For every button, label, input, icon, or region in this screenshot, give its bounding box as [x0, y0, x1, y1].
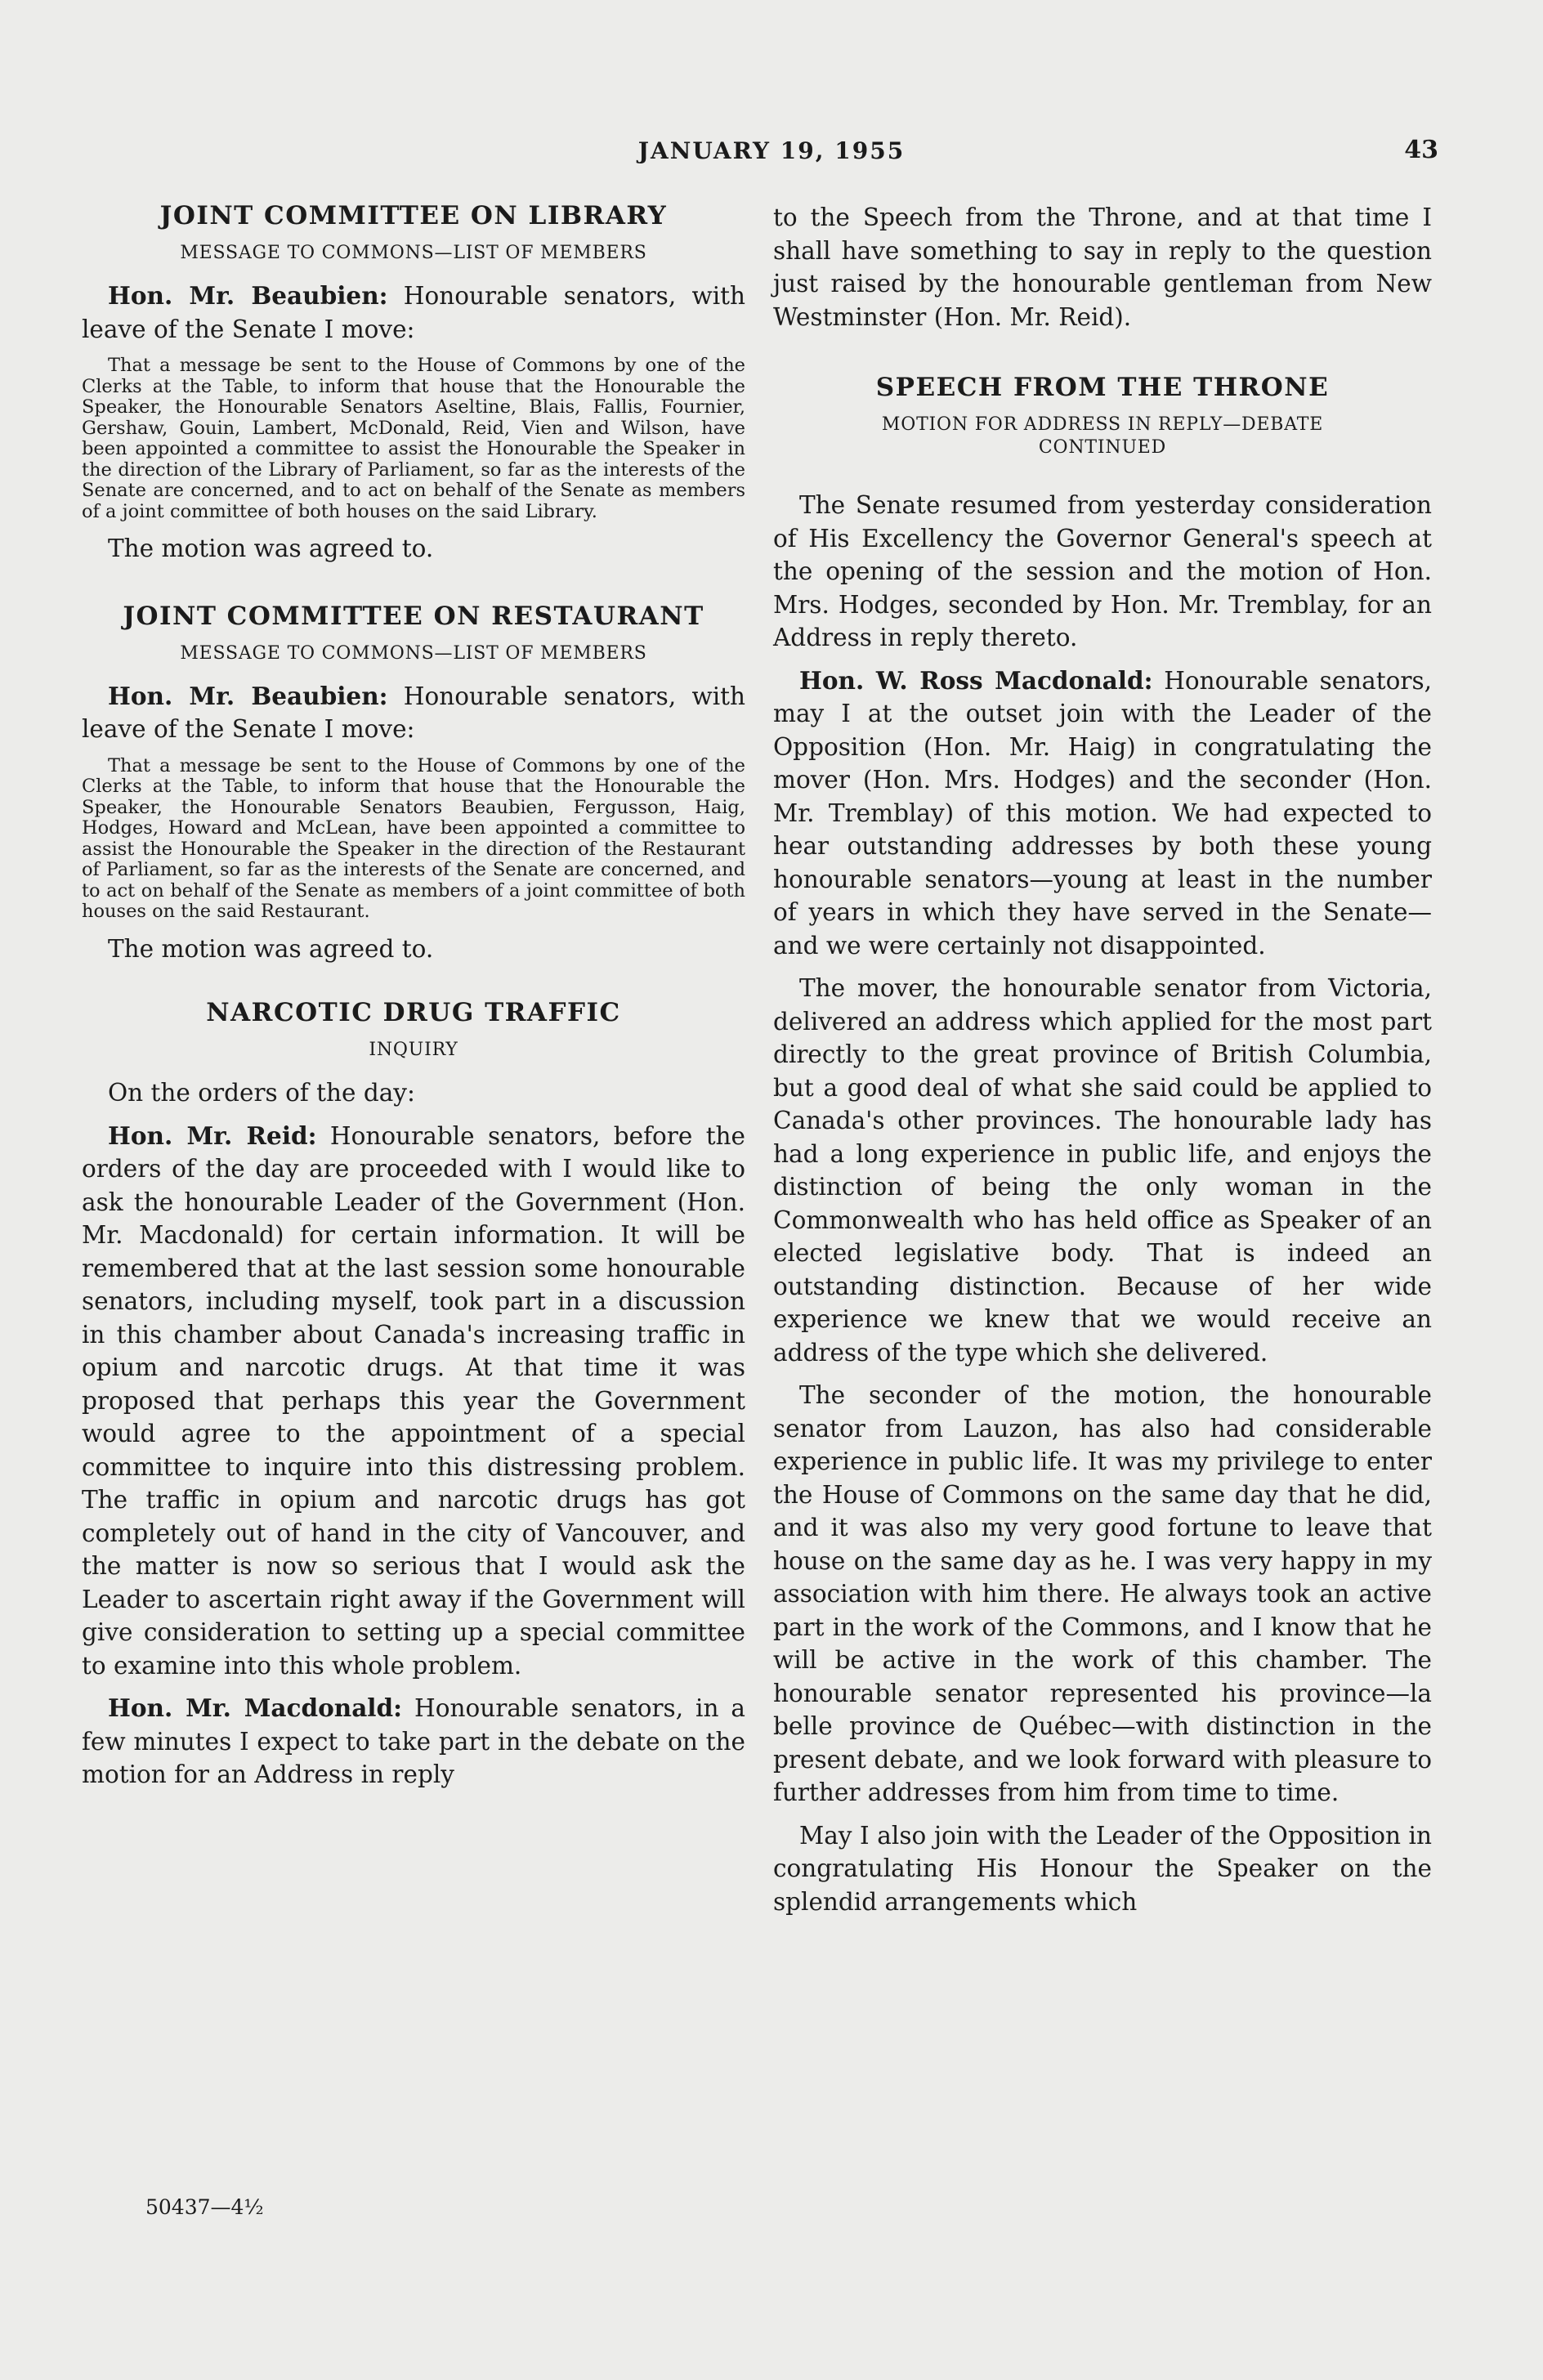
left-column: [82, 201, 745, 1801]
narcotic-subheading: INQUIRY: [369, 1040, 458, 1060]
restaurant-heading: JOINT COMMITTEE ON RESTAURANT: [123, 601, 704, 631]
library-section: [82, 201, 745, 566]
speaker-name: Hon. Mr. Beaubien:: [108, 281, 388, 310]
throne-heading: SPEECH FROM THE THRONE: [875, 373, 1330, 402]
paragraph-text: Honourable senators, before the orders of the day are proceeded with I would like to ask the honourable Leader of the Government (Hon. Mr. Macdonald) for certain information. It will be remembered that at the last session some honourable senators, including myself, took part in a discussion in this chamber about Canada's increasing traffic in opium and narcotic drugs. At that time it was proposed that perhaps this year the Government would agree to the appointment of a special committee to inquire into this distressing problem. The traffic in opium and narcotic drugs has got completely out of hand in the city of Vancouver, and the matter is now so serious that I would ask the Leader to ascertain right away if the Government will give consideration to setting up a special committee to examine into this whole problem.: [82, 1121, 746, 1680]
orders-of-the-day: On the orders of the day:: [108, 1079, 415, 1107]
reid-paragraph: [82, 1120, 745, 1683]
macdonald-paragraph: [82, 1692, 745, 1792]
speaker-name: Hon. Mr. Beaubien:: [108, 681, 388, 710]
library-motion-text: That a message be sent to the House of Commons by one of the Clerks at the Table, to inform that house that the Honourable the Speaker, the Honourable Senators Aseltine, Blais, Fallis, Fournier, Gershaw, Gouin, Lambert, McDonald, Reid, Vien and Wilson, have been appointed a committee to assist the Honourable the Speaker in the direction of the Library of Parliament, so far as the interests of the Senate are concerned, and to act on behalf of the Senate as members of a joint committee of both houses on the said Library.: [82, 355, 745, 522]
restaurant-intro-paragraph: [82, 680, 745, 746]
throne-subheading-line: MOTION FOR ADDRESS IN REPLY—DEBATE: [881, 414, 1324, 435]
right-column: [773, 201, 1432, 1928]
seconder-paragraph: The seconder of the motion, the honourable senator from Lauzon, has also had considerable experience in public life. It was my privilege to enter the House of Commons on the same day that he did, and it was also my very good fortune to leave that house on the same day as he. I was very happy in my association with him there. He always took an active part in the work of the Commons, and I know that he will be active in the work of this chamber. The honourable senator represented his province—la belle province de Québec—with distinction in the present debate, and we look forward with pleasure to further addresses from him from time to time.: [773, 1381, 1432, 1806]
print-code: 50437—4½: [145, 2195, 264, 2219]
restaurant-section: [82, 602, 745, 966]
restaurant-motion-result: The motion was agreed to.: [108, 934, 434, 963]
speaker-name: Hon. W. Ross Macdonald:: [799, 665, 1153, 695]
library-motion-result: The motion was agreed to.: [108, 535, 434, 562]
narcotic-section: [82, 998, 745, 1792]
narcotic-heading: NARCOTIC DRUG TRAFFIC: [206, 998, 621, 1027]
page-date: JANUARY 19, 1955: [637, 137, 906, 164]
senate-resumed-paragraph: The Senate resumed from yesterday consideration of His Excellency the Governor General's speech at the opening of the session and the motion of Hon. Mrs. Hodges, seconded by Hon. Mr. Tremblay, for an Address in reply thereto.: [773, 491, 1432, 651]
paragraph-text: Honourable senators, in a few minutes I expect to take part in the debate on the motion for an Address in reply: [82, 1694, 745, 1788]
restaurant-motion-text: That a message be sent to the House of Commons by one of the Clerks at the Table, to inform that house that the Honourable the Speaker, the Honourable Senators Beaubien, Fergusson, Haig, Hodges, Howard and McLean, have been appointed a committee to assist the Honourable the Speaker in the direction of the Restaurant of Parliament, so far as the interests of the Senate are concerned, and to act on behalf of the Senate as members of a joint committee of both houses on the said Restaurant.: [82, 754, 745, 922]
speaker-name: Hon. Mr. Reid:: [108, 1121, 317, 1150]
throne-subheading-line: CONTINUED: [1038, 437, 1167, 458]
paragraph-text: Honourable senators, with leave of the Senate I move:: [82, 282, 745, 343]
continuation-paragraph: to the Speech from the Throne, and at that time I shall have something to say in reply to the question just raised by the honourable gentleman from New Westminster (Hon. Mr. Reid).: [773, 204, 1432, 331]
ross-macdonald-paragraph: [773, 664, 1432, 963]
library-heading: JOINT COMMITTEE ON LIBRARY: [159, 201, 668, 230]
throne-section: [773, 373, 1432, 1918]
paragraph-text: Honourable senators, may I at the outset join with the Leader of the Opposition (Hon. Mr. Haig) in congratulating the mover (Hon. Mrs. Hodges) and the seconder (Hon. Mr. Tremblay) of this motion. We had expected to hear outstanding addresses by both these young honourable senators—young at least in the number of years in which they have served in the Senate—and we were certainly not disappointed.: [773, 666, 1432, 960]
speaker-arrangements-paragraph: May I also join with the Leader of the Opposition in congratulating His Honour the Speaker on the splendid arrangements which: [773, 1821, 1432, 1916]
mover-paragraph: The mover, the honourable senator from Victoria, delivered an address which applied for the most part directly to the great province of British Columbia, but a good deal of what she said could be applied to Canada's other provinces. The honourable lady has had a long experience in public life, and enjoys the distinction of being the only woman in the Commonwealth who has held office as Speaker of an elected legislative body. That is indeed an outstanding distinction. Because of her wide experience we knew that we would receive an address of the type which she delivered.: [773, 974, 1432, 1367]
throne-subheading: [773, 414, 1432, 459]
speaker-name: Hon. Mr. Macdonald:: [108, 1693, 403, 1722]
library-intro-paragraph: [82, 280, 745, 346]
restaurant-subheading: MESSAGE TO COMMONS—LIST OF MEMBERS: [180, 642, 647, 664]
paragraph-text: Honourable senators, with leave of the Senate I move:: [82, 682, 745, 743]
library-subheading: MESSAGE TO COMMONS—LIST OF MEMBERS: [180, 243, 647, 263]
page-number: 43: [1404, 136, 1438, 164]
